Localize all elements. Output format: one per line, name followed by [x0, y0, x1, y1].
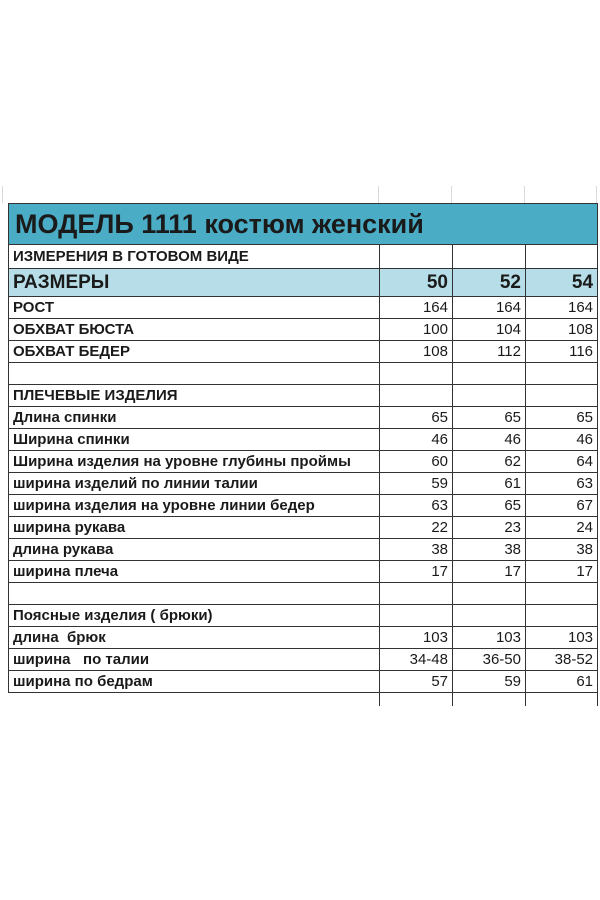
cell-value: 57	[380, 671, 453, 693]
cell-value: 38	[453, 539, 526, 561]
cell-value: 59	[453, 671, 526, 693]
cell-value	[526, 363, 598, 385]
cell-value: 103	[526, 627, 598, 649]
gridline-row	[8, 186, 597, 203]
cell-value	[453, 605, 526, 627]
cell-value: 38	[380, 539, 453, 561]
row-label: ПЛЕЧЕВЫЕ ИЗДЕЛИЯ	[9, 385, 380, 407]
cell-value: 17	[453, 561, 526, 583]
row-label: ОБХВАТ БЮСТА	[9, 319, 380, 341]
empty-cell	[526, 245, 598, 269]
cell-value: 62	[453, 451, 526, 473]
cell-value: 108	[380, 341, 453, 363]
cell-value: 104	[453, 319, 526, 341]
table-row	[9, 649, 598, 671]
cell-value: 100	[380, 319, 453, 341]
table-row	[9, 297, 598, 319]
table-row	[9, 517, 598, 539]
cell-value: 164	[453, 297, 526, 319]
cell-value	[453, 583, 526, 605]
table-subtitle: ИЗМЕРЕНИЯ В ГОТОВОМ ВИДЕ	[9, 245, 380, 269]
spacer-row	[9, 583, 598, 605]
table-row	[9, 495, 598, 517]
cell-value: 60	[380, 451, 453, 473]
cell-value: 64	[526, 451, 598, 473]
cell-value: 65	[526, 407, 598, 429]
table-row	[9, 407, 598, 429]
empty-cell	[453, 245, 526, 269]
table-row	[9, 671, 598, 693]
size-chart-table	[8, 203, 598, 706]
cell-value: 61	[453, 473, 526, 495]
row-label: длина брюк	[9, 627, 380, 649]
cell-value	[380, 385, 453, 407]
row-label: Поясные изделия ( брюки)	[9, 605, 380, 627]
size-header-label: РАЗМЕРЫ	[9, 269, 380, 297]
cell-value	[380, 363, 453, 385]
table-title: МОДЕЛЬ 1111 костюм женский	[9, 204, 598, 245]
table-row	[9, 539, 598, 561]
table-row	[9, 451, 598, 473]
empty-cell	[380, 245, 453, 269]
row-label: ширина рукава	[9, 517, 380, 539]
row-label: Ширина спинки	[9, 429, 380, 451]
size-column-header: 54	[526, 269, 598, 297]
cell-value: 46	[526, 429, 598, 451]
cell-value: 108	[526, 319, 598, 341]
cell-value: 36-50	[453, 649, 526, 671]
cell-value	[526, 693, 598, 706]
row-label	[9, 363, 380, 385]
table-row	[9, 627, 598, 649]
cell-value: 24	[526, 517, 598, 539]
cell-value: 103	[380, 627, 453, 649]
cell-value: 116	[526, 341, 598, 363]
row-label: ширина по бедрам	[9, 671, 380, 693]
cell-value: 46	[380, 429, 453, 451]
cell-value	[453, 693, 526, 706]
table-row	[9, 473, 598, 495]
cell-value: 67	[526, 495, 598, 517]
table-row	[9, 341, 598, 363]
row-label	[9, 583, 380, 605]
cell-value: 22	[380, 517, 453, 539]
row-label: ширина изделий по линии талии	[9, 473, 380, 495]
table-title-row	[9, 204, 598, 245]
size-column-header: 52	[453, 269, 526, 297]
cell-value: 38-52	[526, 649, 598, 671]
gridline-tick	[2, 186, 3, 203]
cell-value: 34-48	[380, 649, 453, 671]
cell-value: 23	[453, 517, 526, 539]
size-table-body	[9, 204, 598, 706]
table-row	[9, 561, 598, 583]
section-header-row	[9, 385, 598, 407]
table-row	[9, 319, 598, 341]
gridline-cell	[525, 186, 597, 203]
partial-row	[9, 693, 598, 706]
cell-value: 17	[526, 561, 598, 583]
cell-value: 65	[453, 407, 526, 429]
cell-value: 46	[453, 429, 526, 451]
cell-value: 164	[380, 297, 453, 319]
row-label: РОСТ	[9, 297, 380, 319]
row-label: длина рукава	[9, 539, 380, 561]
cell-value: 65	[380, 407, 453, 429]
cell-value	[526, 385, 598, 407]
row-label: ширина по талии	[9, 649, 380, 671]
gridline-cell	[8, 186, 379, 203]
cell-value	[526, 605, 598, 627]
row-label: Длина спинки	[9, 407, 380, 429]
cell-value: 61	[526, 671, 598, 693]
size-header-row	[9, 269, 598, 297]
cell-value: 17	[380, 561, 453, 583]
table-row	[9, 429, 598, 451]
gridline-cell	[379, 186, 452, 203]
cell-value: 112	[453, 341, 526, 363]
cell-value	[380, 693, 453, 706]
cell-value	[380, 583, 453, 605]
cell-value: 59	[380, 473, 453, 495]
row-label: ширина плеча	[9, 561, 380, 583]
cell-value: 63	[526, 473, 598, 495]
spacer-row	[9, 363, 598, 385]
cell-value	[380, 605, 453, 627]
table-subtitle-row	[9, 245, 598, 269]
gridline-cell	[452, 186, 525, 203]
cell-value: 103	[453, 627, 526, 649]
cell-value	[453, 385, 526, 407]
cell-value: 164	[526, 297, 598, 319]
section-header-row	[9, 605, 598, 627]
row-label: Ширина изделия на уровне глубины проймы	[9, 451, 380, 473]
cell-value: 65	[453, 495, 526, 517]
cell-value	[453, 363, 526, 385]
cell-value	[526, 583, 598, 605]
cell-value: 63	[380, 495, 453, 517]
size-column-header: 50	[380, 269, 453, 297]
row-label: ширина изделия на уровне линии бедер	[9, 495, 380, 517]
cell-value: 38	[526, 539, 598, 561]
row-label	[9, 693, 380, 706]
row-label: ОБХВАТ БЕДЕР	[9, 341, 380, 363]
